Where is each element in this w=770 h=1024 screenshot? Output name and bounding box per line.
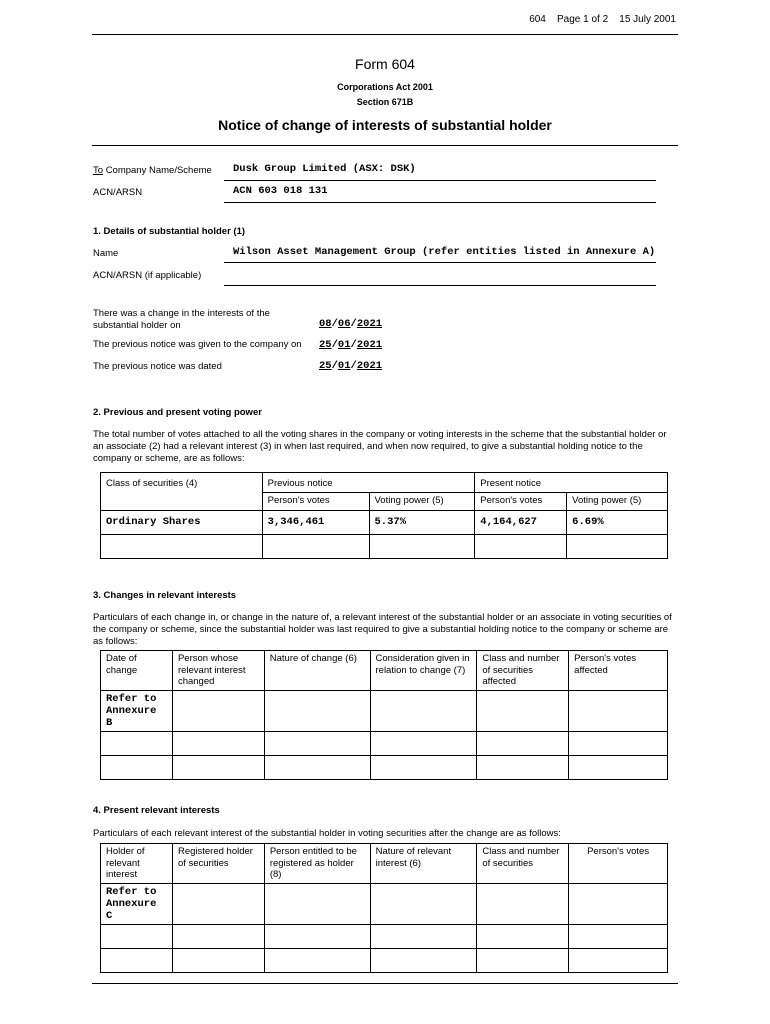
header-date: 15 July 2001 xyxy=(619,14,676,25)
bottom-rule xyxy=(92,983,678,984)
cell-class: Ordinary Shares xyxy=(101,511,263,535)
table-row xyxy=(101,883,668,924)
act-title: Corporations Act 2001 xyxy=(337,82,433,92)
col-consideration: Consideration given in relation to change (7) xyxy=(370,651,477,691)
refer-annexure-b: Refer to Annexure B xyxy=(101,690,173,731)
pres-power-header: Voting power (5) xyxy=(567,493,668,511)
table-row xyxy=(101,948,668,972)
section3-paragraph: Particulars of each change in, or change in the nature of, a relevant interest of the substantial holder or an associate in voting securities of the company or scheme, since the substantial holder was last required to give a substantial holding notice to the company or scheme are as follows: xyxy=(93,612,672,647)
holder-name-value: Wilson Asset Management Group (refer entities listed in Annexure A) xyxy=(233,246,656,258)
acn-label: ACN/ARSN xyxy=(93,187,143,198)
changes-table xyxy=(100,650,668,780)
section4-paragraph: Particulars of each relevant interest of the substantial holder in voting securities after the change are as follows: xyxy=(93,828,561,839)
col-person-changed: Person whose relevant interest changed xyxy=(172,651,264,691)
table-row xyxy=(101,511,668,535)
form-title: Form 604 xyxy=(355,56,415,72)
prev-dated-label: The previous notice was dated xyxy=(93,361,222,372)
section3-heading: 3. Changes in relevant interests xyxy=(93,590,237,601)
cell-pres-power: 6.69% xyxy=(567,511,668,535)
company-name-label: Company Name/Scheme xyxy=(105,165,212,176)
company-name-line xyxy=(224,180,656,181)
acn-value: ACN 603 018 131 xyxy=(233,185,328,197)
prev-power-header: Voting power (5) xyxy=(369,493,475,511)
voting-power-table xyxy=(100,472,668,559)
pres-votes-header: Person's votes xyxy=(475,493,567,511)
change-date-value: 08/06/2021 xyxy=(319,318,383,330)
page-number: Page 1 of 2 xyxy=(557,14,609,25)
prev-votes-header: Person's votes xyxy=(262,493,369,511)
col-votes-affected: Person's votes affected xyxy=(569,651,668,691)
table-row xyxy=(101,924,668,948)
prev-dated-date: 25/01/2021 xyxy=(319,360,383,372)
form-number: 604 xyxy=(529,14,546,25)
page-header xyxy=(529,14,676,25)
holder-acn-line xyxy=(224,285,656,286)
section1-heading: 1. Details of substantial holder (1) xyxy=(93,226,246,237)
col-nature-change: Nature of change (6) xyxy=(264,651,370,691)
col-registered-holder: Registered holder of securities xyxy=(172,844,264,884)
company-name-value: Dusk Group Limited (ASX: DSK) xyxy=(233,163,416,175)
col-nature-interest: Nature of relevant interest (6) xyxy=(370,844,477,884)
col-present-header: Present notice xyxy=(475,473,668,493)
col-holder: Holder of relevant interest xyxy=(101,844,173,884)
main-title: Notice of change of interests of substantial holder xyxy=(218,117,552,133)
holder-acn-label: ACN/ARSN (if applicable) xyxy=(93,270,202,281)
acn-line xyxy=(224,202,656,203)
section2-heading: 2. Previous and present voting power xyxy=(93,407,262,418)
col-class-number: Class and number of securities affected xyxy=(477,651,569,691)
col-class-number: Class and number of securities xyxy=(477,844,569,884)
to-prefix: To xyxy=(93,165,104,176)
col-class-header: Class of securities (4) xyxy=(101,473,263,511)
top-rule xyxy=(92,34,678,35)
table-row xyxy=(101,535,668,559)
table-row xyxy=(101,755,668,779)
col-prev-header: Previous notice xyxy=(262,473,475,493)
to-label xyxy=(93,165,212,176)
change-date-label: There was a change in the interests of the substantial holder on xyxy=(93,308,270,331)
section4-heading: 4. Present relevant interests xyxy=(93,805,220,816)
cell-prev-votes: 3,346,461 xyxy=(262,511,369,535)
prev-given-date: 25/01/2021 xyxy=(319,339,383,351)
section-title: Section 671B xyxy=(356,97,414,107)
refer-annexure-c: Refer to Annexure C xyxy=(101,883,173,924)
title-rule xyxy=(92,145,678,146)
cell-pres-votes: 4,164,627 xyxy=(475,511,567,535)
table-row xyxy=(101,690,668,731)
col-persons-votes: Person's votes xyxy=(569,844,668,884)
holder-name-line xyxy=(224,262,656,263)
col-date-change: Date of change xyxy=(101,651,173,691)
section2-paragraph: The total number of votes attached to all the voting shares in the company or voting interests in the scheme that the substantial holder or an associate (2) had a relevant interest (3) in when last required, and when now required, to give a substantial holding notice to the company or scheme, are as follows: xyxy=(93,429,667,464)
present-interests-table xyxy=(100,843,668,973)
table-row xyxy=(101,731,668,755)
cell-prev-power: 5.37% xyxy=(369,511,475,535)
prev-given-label: The previous notice was given to the company on xyxy=(93,339,302,350)
col-entitled-person: Person entitled to be registered as holder (8) xyxy=(264,844,370,884)
holder-name-label: Name xyxy=(93,248,119,259)
